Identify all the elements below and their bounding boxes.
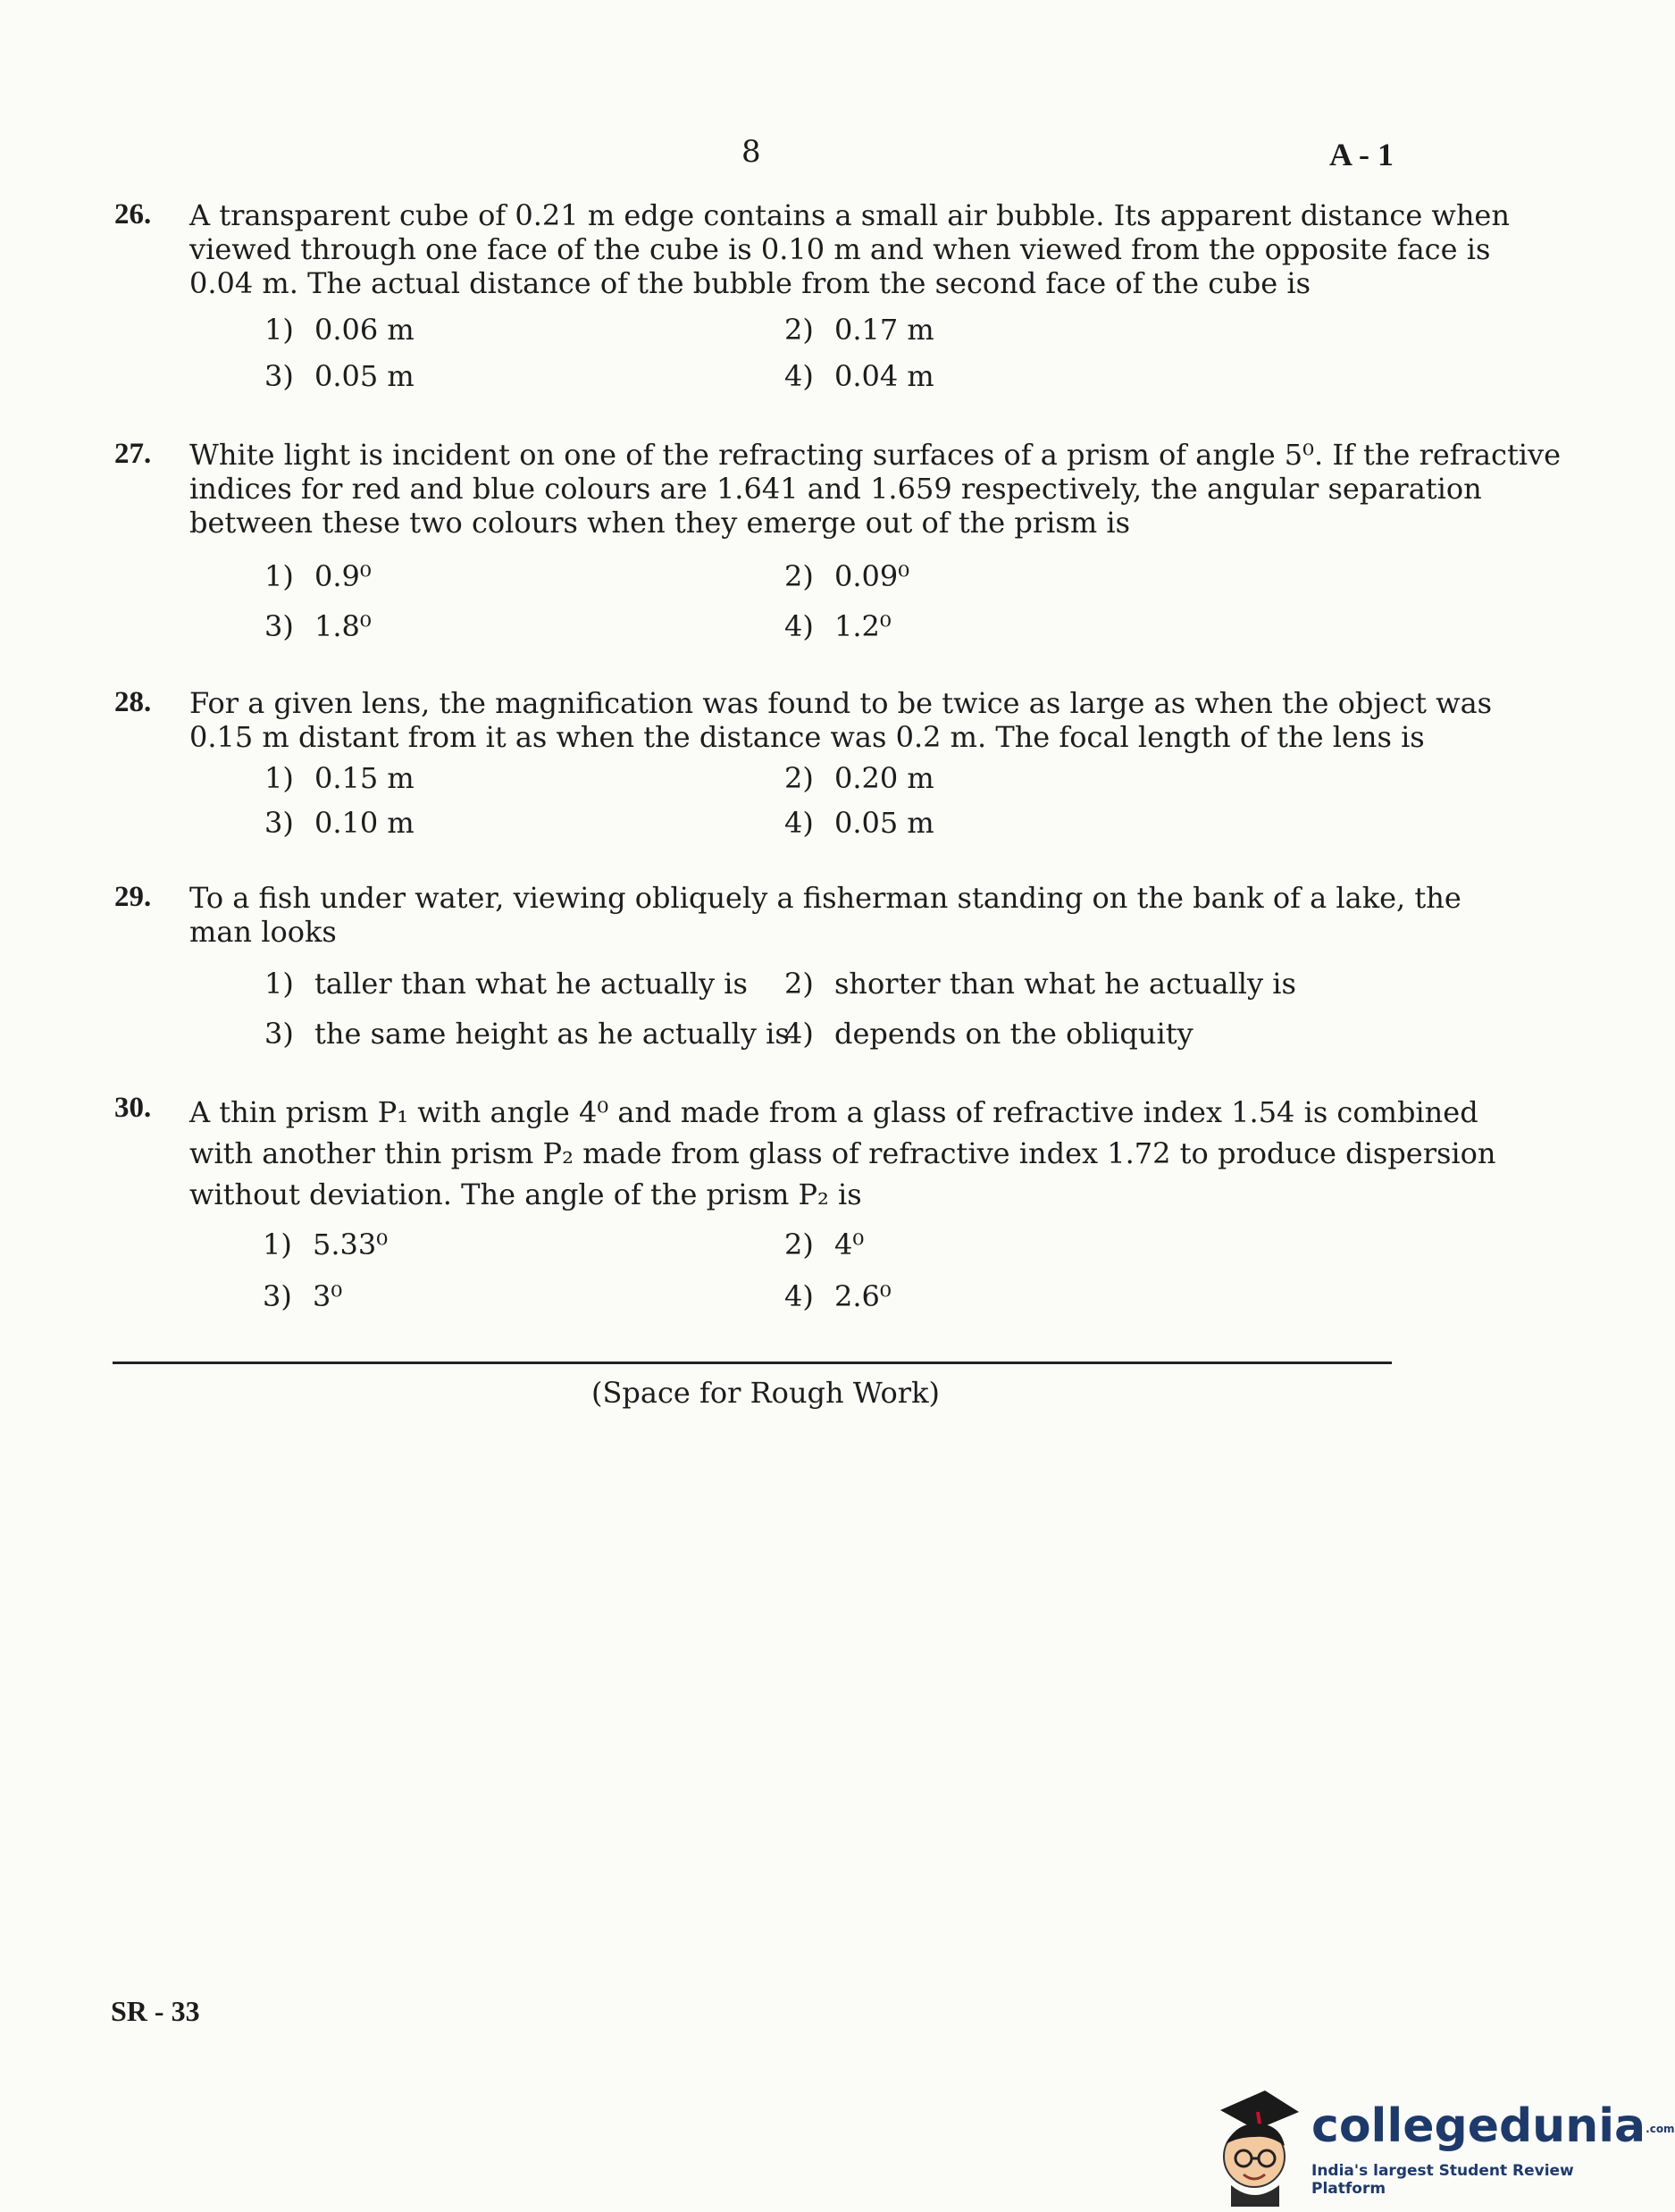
option-text: 0.10 m xyxy=(314,806,415,840)
option-number: 1) xyxy=(264,559,294,593)
option-number: 4) xyxy=(784,359,814,393)
option-text: 4⁰ xyxy=(834,1227,865,1261)
option-text: 0.05 m xyxy=(834,806,934,840)
option-text: 0.04 m xyxy=(834,359,934,393)
logo-wordmark: collegedunia.com xyxy=(1311,2099,1675,2153)
footer-code: SR - 33 xyxy=(111,1995,200,2027)
question-text xyxy=(189,1092,1496,1215)
option-text: shorter than what he actually is xyxy=(834,967,1296,1001)
option xyxy=(784,609,892,643)
option-number: 4) xyxy=(784,1279,814,1313)
option-text: 0.15 m xyxy=(314,761,415,795)
option xyxy=(264,761,415,795)
option xyxy=(264,806,415,840)
question-line: For a given lens, the magnification was found to be twice as large as when the object was xyxy=(189,686,1493,720)
option xyxy=(264,559,372,593)
paper-code: A - 1 xyxy=(1329,137,1394,172)
option xyxy=(784,1017,1193,1051)
question-line: To a fish under water, viewing obliquely a fisherman standing on the bank of a lake, the xyxy=(189,881,1461,915)
option xyxy=(263,1279,342,1313)
option-text: the same height as he actually is xyxy=(314,1017,790,1051)
option-text: 0.20 m xyxy=(834,761,934,795)
option-number: 4) xyxy=(784,609,814,643)
question-line: man looks xyxy=(189,915,337,949)
option-number: 3) xyxy=(264,806,294,840)
option-text: 0.9⁰ xyxy=(314,559,372,593)
question-line: without deviation. The angle of the prism P₂ is xyxy=(189,1177,862,1211)
option-text: 0.05 m xyxy=(314,359,415,393)
question-line: between these two colours when they emerge out of the prism is xyxy=(189,506,1130,540)
option xyxy=(784,967,1296,1001)
rough-work-label: (Space for Rough Work) xyxy=(591,1376,940,1410)
option-number: 2) xyxy=(784,313,814,347)
option-text: 3⁰ xyxy=(313,1279,343,1313)
option-number: 3) xyxy=(263,1279,292,1313)
option-number: 1) xyxy=(264,313,294,347)
option-text: 1.2⁰ xyxy=(834,609,892,643)
option-number: 4) xyxy=(784,806,814,840)
option-text: depends on the obliquity xyxy=(834,1017,1193,1051)
option xyxy=(264,313,415,347)
option-number: 2) xyxy=(784,1227,814,1261)
question-text xyxy=(189,686,1493,754)
question-line: 0.15 m distant from it as when the distance was 0.2 m. The focal length of the lens is xyxy=(189,720,1425,754)
question-number: 26. xyxy=(114,198,152,230)
option xyxy=(784,1227,864,1261)
option-text: 2.6⁰ xyxy=(834,1279,892,1313)
option-number: 1) xyxy=(263,1227,292,1261)
question-number: 27. xyxy=(114,438,152,470)
option xyxy=(264,359,415,393)
option xyxy=(784,806,934,840)
logo-tagline: India's largest Student Review Platform xyxy=(1311,2162,1574,2198)
option xyxy=(784,359,934,393)
question-line: with another thin prism P₂ made from glass of refractive index 1.72 to produce dispersion xyxy=(189,1136,1496,1170)
question-text xyxy=(189,438,1562,540)
question-number: 29. xyxy=(114,881,152,913)
option-number: 2) xyxy=(784,967,814,1001)
option-number: 4) xyxy=(784,1017,814,1051)
option xyxy=(784,559,909,593)
question-line: indices for red and blue colours are 1.641 and 1.659 respectively, the angular separation xyxy=(189,472,1482,506)
option-text: 1.8⁰ xyxy=(314,609,372,643)
option xyxy=(264,1017,790,1051)
question-text xyxy=(189,881,1461,949)
question-line: viewed through one face of the cube is 0.10 m and when viewed from the opposite face is xyxy=(189,232,1491,266)
option xyxy=(784,761,934,795)
question-line: A transparent cube of 0.21 m edge contains a small air bubble. Its apparent distance when xyxy=(189,198,1510,232)
page-number: 8 xyxy=(741,134,761,170)
option-text: 0.09⁰ xyxy=(834,559,910,593)
option-number: 2) xyxy=(784,761,814,795)
option-number: 1) xyxy=(264,761,294,795)
option xyxy=(784,313,934,347)
question-line: 0.04 m. The actual distance of the bubble from the second face of the cube is xyxy=(189,266,1311,300)
question-number: 28. xyxy=(114,686,152,718)
question-line: A thin prism P₁ with angle 4⁰ and made from a glass of refractive index 1.54 is combined xyxy=(189,1095,1478,1129)
option-text: taller than what he actually is xyxy=(314,967,748,1001)
option-number: 1) xyxy=(264,967,294,1001)
collegedunia-mascot-icon xyxy=(1202,2082,1310,2207)
option-number: 3) xyxy=(264,359,294,393)
option xyxy=(263,1227,388,1261)
option-number: 3) xyxy=(264,1017,294,1051)
question-text xyxy=(189,198,1510,300)
question-line: White light is incident on one of the refracting surfaces of a prism of angle 5⁰. If the refractive xyxy=(189,438,1562,472)
option-text: 5.33⁰ xyxy=(313,1227,389,1261)
option xyxy=(784,1279,892,1313)
option-number: 3) xyxy=(264,609,294,643)
question-number: 30. xyxy=(114,1092,152,1124)
option-text: 0.17 m xyxy=(834,313,934,347)
divider xyxy=(113,1362,1392,1364)
option xyxy=(264,967,748,1001)
option-text: 0.06 m xyxy=(314,313,415,347)
option xyxy=(264,609,372,643)
option-number: 2) xyxy=(784,559,814,593)
